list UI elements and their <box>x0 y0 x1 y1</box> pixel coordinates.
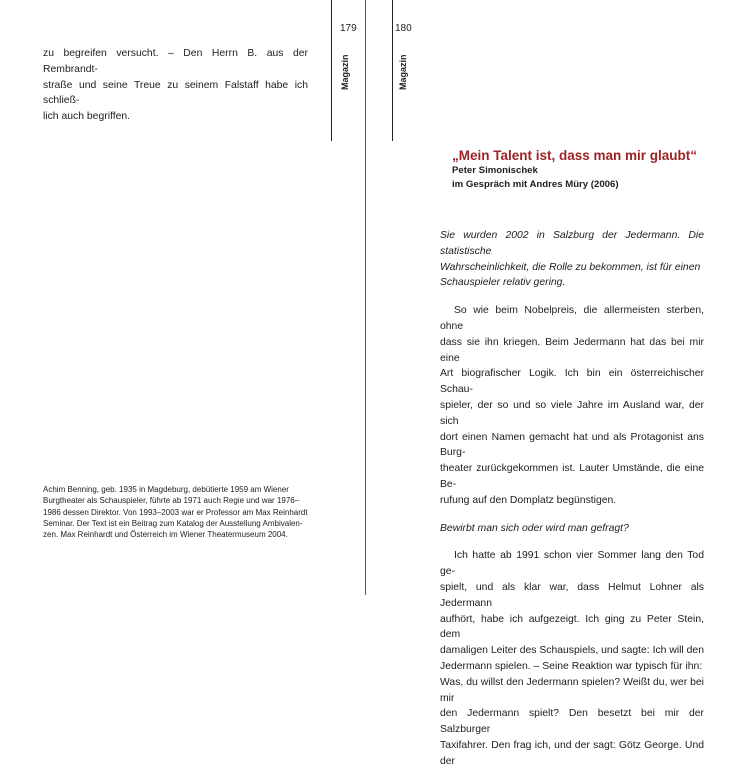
bio-line: 1986 dessen Direktor. Von 1993–2003 war er Professor am Max Reinhardt <box>43 507 308 517</box>
gutter-line <box>365 0 366 595</box>
answer-line: spielt, und als klar war, dass Helmut Lohner als Jedermann <box>440 581 704 609</box>
article-title: „Mein Talent ist, dass man mir glaubt“ <box>452 148 698 163</box>
answer-line: den Jedermann spielt? Den besetzt bei mir der Salzburger <box>440 708 704 736</box>
question-line: Wahrscheinlichkeit, die Rolle zu bekommen, ist für einen <box>440 261 701 273</box>
answer-line: damaligen Leiter des Schauspiels, und sagte: Ich will den <box>440 645 704 657</box>
bio-line: Burgtheater als Schauspieler, führte ab 1971 auch Regie und war 1976– <box>43 496 300 506</box>
bio-line: Achim Benning, geb. 1935 in Magdeburg, debütierte 1959 am Wiener <box>43 485 289 494</box>
text-line: straße und seine Treue zu seinem Falstaff habe ich schließ- <box>43 79 308 107</box>
question-line: Schauspieler relativ gering. <box>440 277 566 289</box>
article-subtitle-name: Peter Simonischek <box>452 165 538 176</box>
right-page-rule <box>392 0 393 141</box>
left-page-rule <box>331 0 332 141</box>
text-line: lich auch begriffen. <box>43 111 131 123</box>
bio-line: zen. Max Reinhardt und Österreich im Wiener Theatermuseum 2004. <box>43 530 288 540</box>
article-subtitle-interviewer: im Gespräch mit Andres Müry (2006) <box>452 179 619 190</box>
answer-line: Jedermann spielen. – Seine Reaktion war typisch für ihn: <box>440 660 703 672</box>
question-line: Bewirbt man sich oder wird man gefragt? <box>440 522 629 534</box>
answer-line: Ich hatte ab 1991 schon vier Sommer lang den Tod ge- <box>440 550 704 578</box>
answer-line: Was, du willst den Jedermann spielen? Weißt du, wer bei mir <box>440 676 704 704</box>
question-line: Sie wurden 2002 in Salzburg der Jedermann. Die statistische <box>440 230 704 257</box>
answer-line: So wie beim Nobelpreis, die allermeisten sterben, ohne <box>440 305 704 332</box>
left-section-label: Magazin <box>340 54 350 90</box>
answer-line: aufhört, habe ich aufgezeigt. Ich ging zu Peter Stein, dem <box>440 613 704 641</box>
answer-line: dass sie ihn kriegen. Beim Jedermann hat das bei mir eine <box>440 336 704 364</box>
answer-line: spieler, der so und so viele Jahre im Ausland war, der sich <box>440 399 704 427</box>
right-page-number: 180 <box>395 23 412 34</box>
answer-line: theater zurückgekommen ist. Lauter Umstände, die eine Be- <box>440 463 704 490</box>
answer-line: Art biografischer Logik. Ich bin ein österreichischer Schau- <box>440 368 704 396</box>
left-page-number: 179 <box>340 23 357 34</box>
answer-line: dort einen Namen gemacht hat und als Protagonist ans Burg- <box>440 431 704 459</box>
answer-line: rufung auf den Domplatz begünstigen. <box>440 494 617 506</box>
answer-line: Taxifahrer. Den frag ich, und der sagt: Götz George. Und der <box>440 739 704 767</box>
interview-body <box>440 228 704 770</box>
right-section-label: Magazin <box>398 54 408 90</box>
bio-line: Seminar. Der Text ist ein Beitrag zum Katalog der Ausstellung Ambivalen- <box>43 518 303 528</box>
author-bio <box>43 484 313 540</box>
left-body-text <box>43 46 308 125</box>
text-line: zu begreifen versucht. – Den Herrn B. aus der Rembrandt- <box>43 48 308 75</box>
